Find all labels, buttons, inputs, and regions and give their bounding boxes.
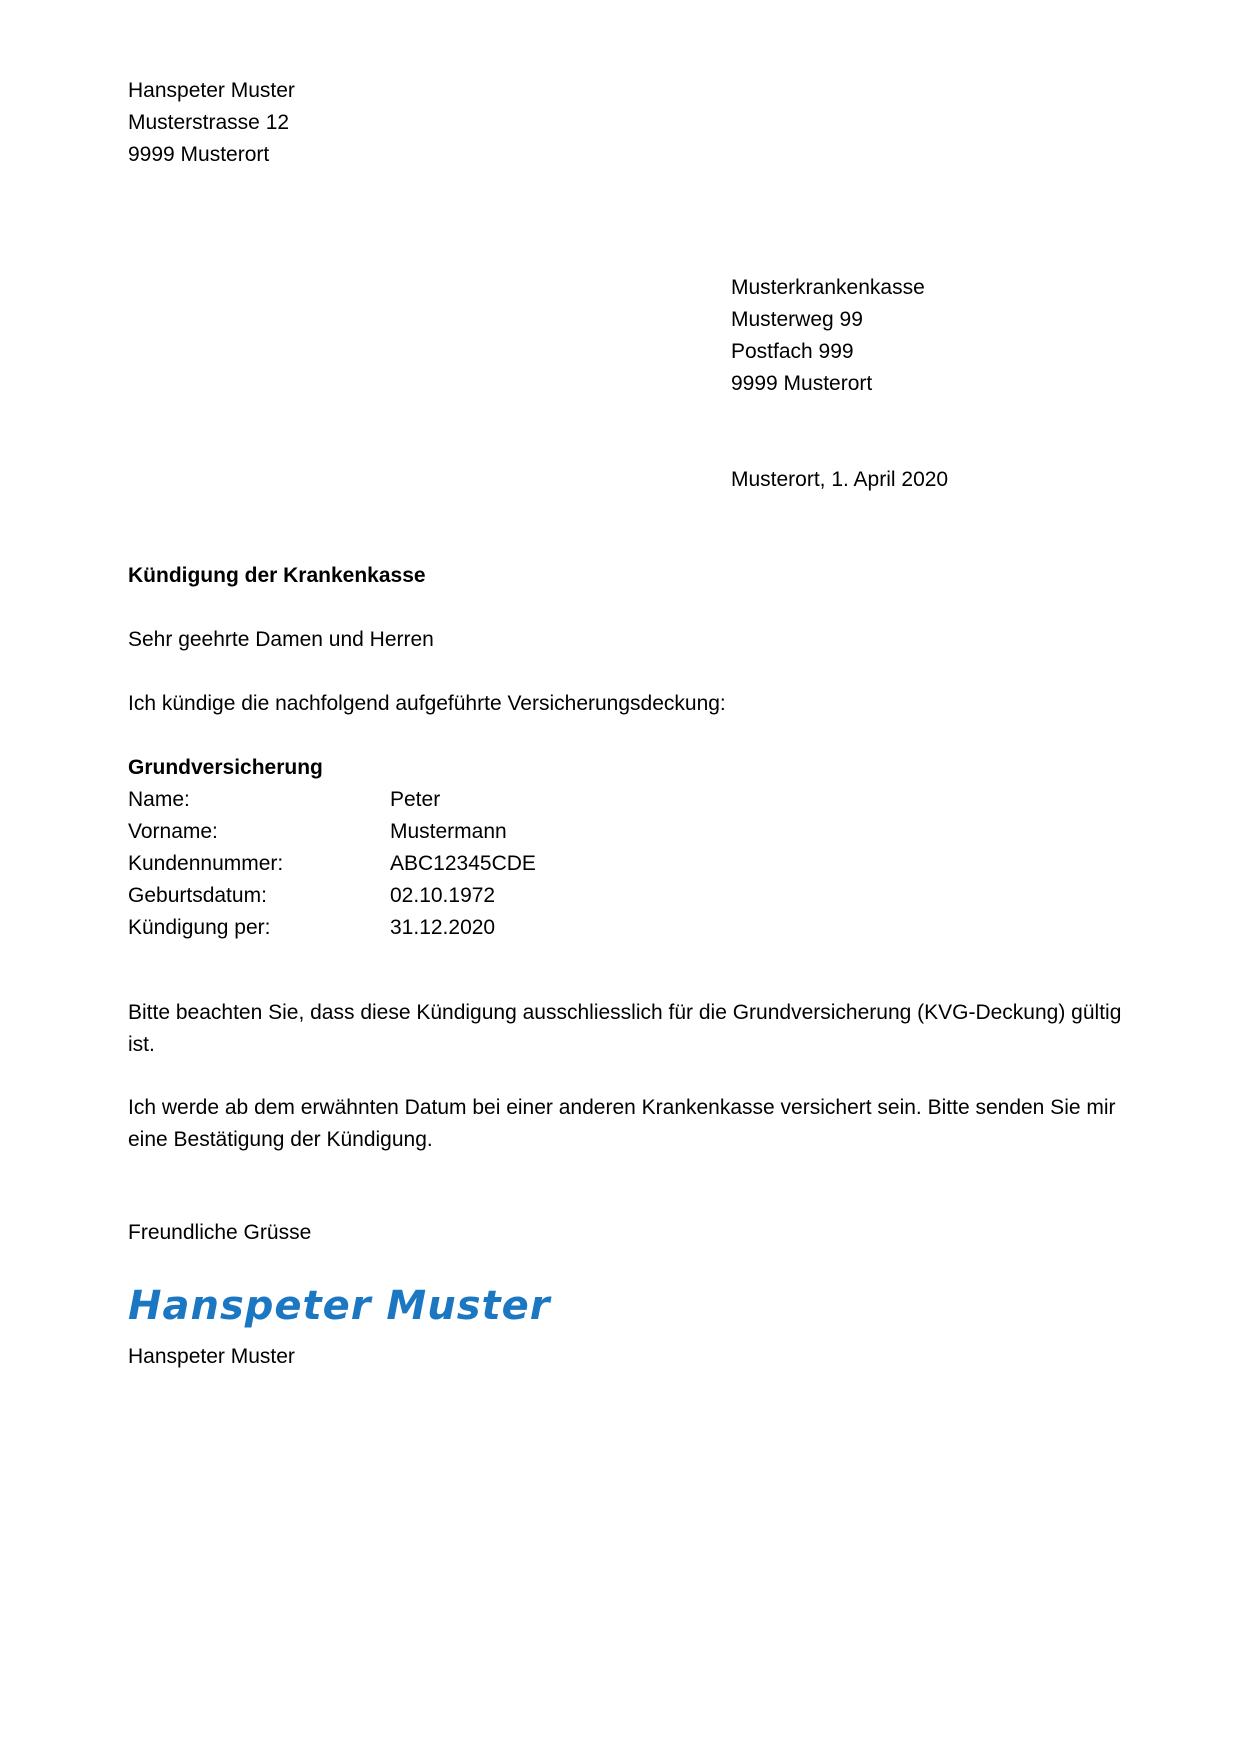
field-label-kuendigung-per: Kündigung per:: [128, 916, 271, 939]
signature-printed-name: Hanspeter Muster: [128, 1345, 295, 1368]
field-value-geburtsdatum: 02.10.1972: [390, 884, 496, 907]
sender-address: [128, 75, 295, 171]
policy-heading: Grundversicherung: [128, 756, 323, 779]
intro-sentence: Ich kündige die nachfolgend aufgeführte Versicherungsdeckung:: [128, 692, 726, 715]
subject-line: Kündigung der Krankenkasse: [128, 564, 426, 587]
paragraph-note: Bitte beachten Sie, dass diese Kündigung ausschliesslich für die Grundversicherung (KVG-Deckung) gültig ist.: [128, 1001, 1122, 1056]
field-row-vorname: [128, 816, 1140, 848]
recipient-name: Musterkrankenkasse: [731, 276, 925, 299]
closing-line: Freundliche Grüsse: [128, 1221, 312, 1244]
field-label-kundennummer: Kundennummer:: [128, 852, 284, 875]
field-row-kundennummer: [128, 848, 1140, 880]
field-value-name: Peter: [390, 788, 441, 811]
field-value-kuendigung-per: 31.12.2020: [390, 916, 496, 939]
sender-name: Hanspeter Muster: [128, 79, 295, 102]
field-label-name: Name:: [128, 788, 190, 811]
paragraph-confirmation: Ich werde ab dem erwähnten Datum bei einer anderen Krankenkasse versichert sein. Bitte senden Sie mir eine Bestätigung der Kündigung.: [128, 1096, 1116, 1151]
date-line: Musterort, 1. April 2020: [731, 468, 949, 491]
field-row-kuendigung-per: [128, 912, 1140, 944]
field-label-geburtsdatum: Geburtsdatum:: [128, 884, 267, 907]
signature-script: Hanspeter Muster: [128, 1283, 551, 1329]
field-label-vorname: Vorname:: [128, 820, 218, 843]
salutation: Sehr geehrte Damen und Herren: [128, 628, 434, 651]
field-row-geburtsdatum: [128, 880, 1140, 912]
recipient-street: Musterweg 99: [731, 308, 863, 331]
recipient-city: 9999 Musterort: [731, 372, 873, 395]
field-value-vorname: Mustermann: [390, 820, 507, 843]
recipient-pobox: Postfach 999: [731, 340, 854, 363]
field-row-name: [128, 784, 1140, 816]
sender-city: 9999 Musterort: [128, 143, 270, 166]
recipient-address: [731, 272, 925, 400]
sender-street: Musterstrasse 12: [128, 111, 290, 134]
policy-details: [128, 752, 1140, 944]
field-value-kundennummer: ABC12345CDE: [390, 852, 536, 875]
